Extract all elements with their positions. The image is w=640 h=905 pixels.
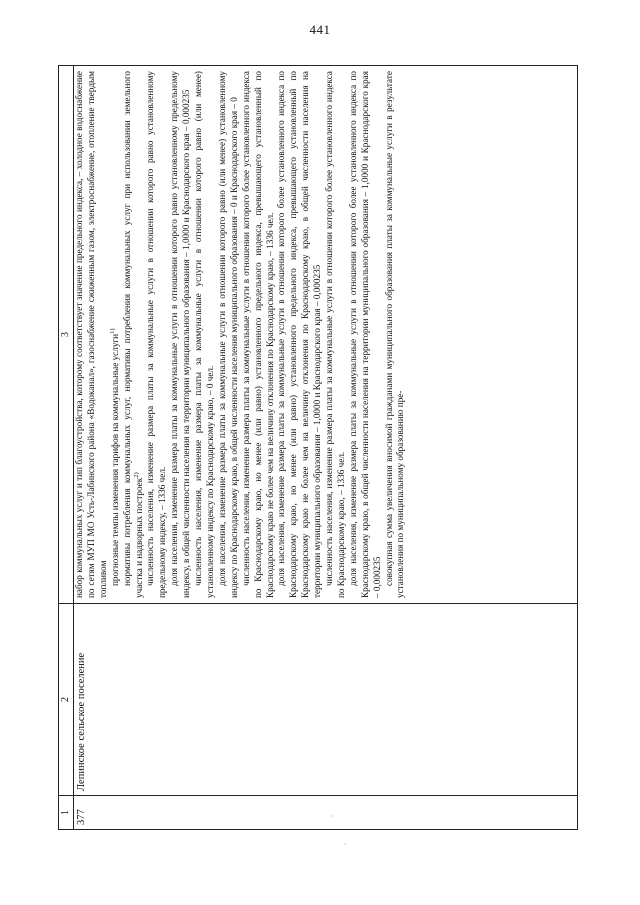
description-paragraph bbox=[217, 71, 241, 598]
header-col-1: 1 bbox=[59, 796, 74, 830]
paragraph-text: доля населения, изменение размера платы за коммунальные услуги в отношении которого равно установленному предельному индексу, в общей численности населения на территории муниципального образования – 1,0000 и Краснодарского края – 0,000235 bbox=[169, 71, 192, 598]
paragraph-text: численность населения, изменение размера платы за коммунальные услуги в отношении которого равно (или менее) установленному индексу по Краснодарскому краю, – 0 чел. bbox=[193, 71, 215, 598]
rotated-table-container bbox=[58, 65, 578, 830]
scan-speck: · bbox=[344, 840, 347, 849]
paragraph-text: доля населения, изменение размера платы за коммунальные услуги в отношении которого равно (или менее) установленному индексу по Краснодарскому краю, в общей численности населения муниципального образования – 0 и Краснодарского края – 0 bbox=[216, 71, 239, 598]
table-row bbox=[74, 66, 578, 830]
description-paragraph bbox=[110, 71, 122, 598]
page-number: 441 bbox=[309, 22, 331, 37]
paragraph-text: численность населения, изменение размера платы за коммунальные услуги в отношении которого более установленного индекса по Краснодарскому краю, – 1336 чел. bbox=[324, 71, 346, 598]
paragraph-text: доля населения, изменение размера платы за коммунальные услуги в отношении которого более установленного индекса по Краснодарскому краю, в общей численности населения на территории муниципального образования – 1,0000 и Краснодарского края – 0,000235 bbox=[347, 71, 382, 598]
paragraph-text: численность населения, изменение размера платы за коммунальные услуги в отношении которого равно установленному предельному индексу, – 1336 чел. bbox=[145, 71, 168, 598]
settlement-name: Лепинское сельское поселение bbox=[74, 604, 578, 796]
header-row bbox=[59, 66, 74, 830]
footnote-marker: 2) bbox=[132, 472, 140, 478]
description-paragraph bbox=[348, 71, 384, 598]
paragraph-text: совокупная сумма увеличения вносимой гражданами муниципального образования платы за коммунальные услуги в результате установления по муниципальному образованию пре- bbox=[383, 71, 406, 598]
description-paragraph bbox=[74, 71, 110, 598]
description-paragraph bbox=[122, 71, 146, 598]
settlement-table bbox=[58, 65, 578, 830]
row-number: 377 bbox=[74, 796, 578, 830]
scan-speck: · bbox=[330, 812, 333, 821]
footnote-marker: 1) bbox=[108, 328, 116, 334]
header-col-3: 3 bbox=[59, 66, 74, 604]
description-paragraph bbox=[276, 71, 324, 598]
paragraph-text: доля населения, изменение размера платы за коммунальные услуги в отношении которого более установленного индекса по Краснодарскому краю, но менее (или равно) установленного предельного индекса, превышающего установленный по Краснодарскому краю не более чем на величину отклонения по Краснодарскому краю, в общей численности населения на территории муниципального образования – 1,0000 и Краснодарского края – 0,000235 bbox=[276, 71, 323, 598]
description-paragraph bbox=[169, 71, 193, 598]
paragraph-text: прогнозные темпы изменения тарифов на коммунальные услуги bbox=[109, 333, 120, 586]
paragraph-text: численность населения, изменение размера платы за коммунальные услуги в отношении которого более установленного индекса по Краснодарскому краю, но менее (или равно) установленного предельного индекса, превышающего установленный по Краснодарскому краю не более чем на величину отклонения по Краснодарскому краю, – 1336 чел. bbox=[240, 71, 275, 598]
description-paragraph bbox=[145, 71, 169, 598]
description-paragraph bbox=[193, 71, 217, 598]
description-paragraph bbox=[384, 71, 408, 598]
header-col-2: 2 bbox=[59, 604, 74, 796]
description-paragraph bbox=[241, 71, 277, 598]
description-paragraph bbox=[324, 71, 348, 598]
paragraph-text: нормативы потребления коммунальных услуг, нормативы потребления коммунальных услуг при использовании земельного участка и надворных построек bbox=[121, 71, 144, 598]
description-cell bbox=[74, 66, 578, 604]
paragraph-text: набор коммунальных услуг и тип благоустройства, которому соответствует значение предельного индекса, – холодное водоснабжение по сетям МУП МО Усть-Лабинского района «Водоканал», газоснабжение сжиженным газом, электроснабжение, отопление твердым топливом bbox=[74, 71, 108, 598]
